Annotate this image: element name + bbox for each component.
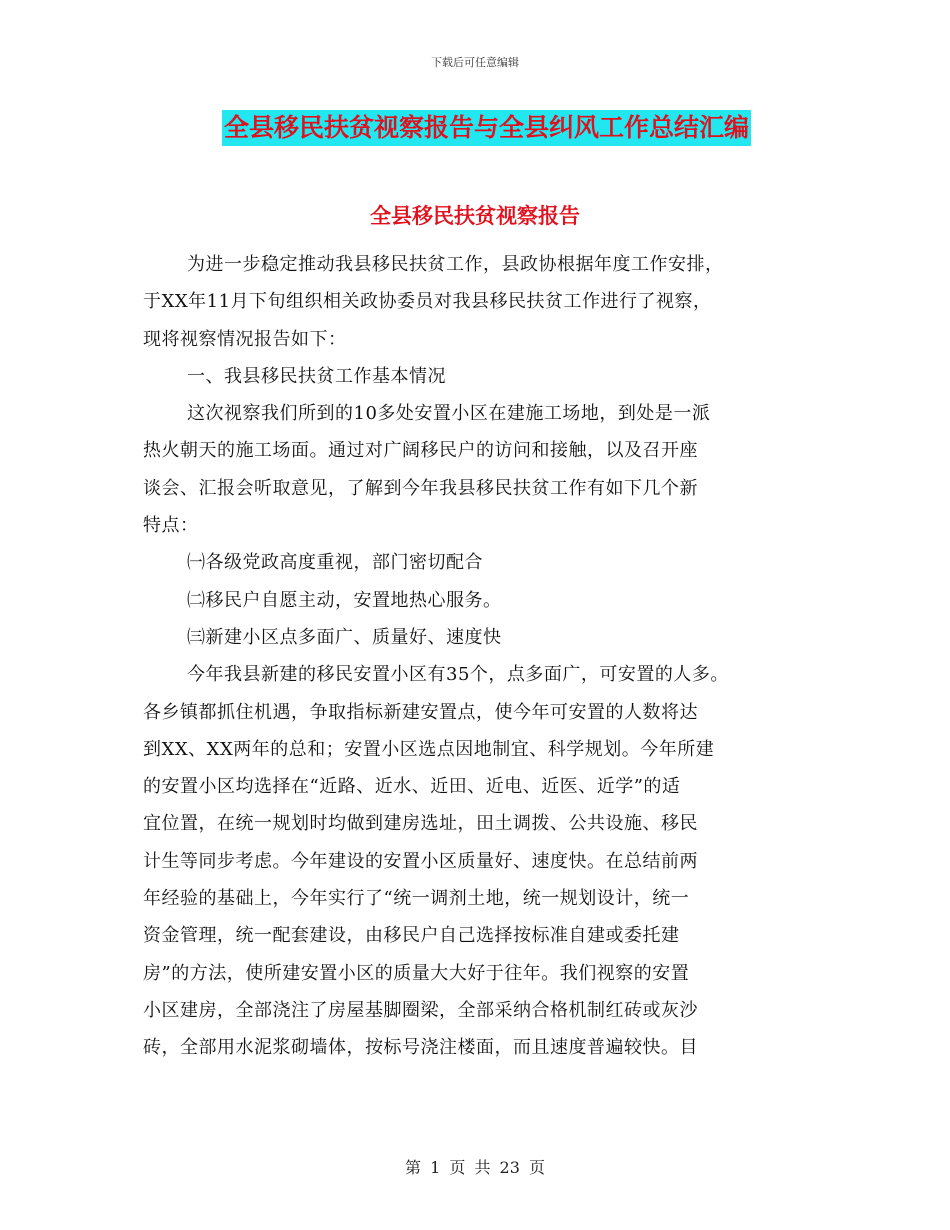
paragraph-line: 现将视察情况报告如下： <box>143 328 347 350</box>
subheading: ㈡移民户自愿主动，安置地热心服务。 <box>187 589 502 611</box>
paragraph-line: 年经验的基础上，今年实行了“统一调剂土地，统一规划设计，统一 <box>143 888 690 910</box>
body-text <box>143 246 828 1067</box>
paragraph-line: 特点： <box>143 515 199 537</box>
paragraph-line: 砖，全部用水泥浆砌墙体，按标号浇注楼面，而且速度普遍较快。目 <box>143 1037 698 1059</box>
paragraph-line: 到XX、XX两年的总和；安置小区选点因地制宜、科学规划。今年所建 <box>143 738 715 760</box>
paragraph-line: 计生等同步考虑。今年建设的安置小区质量好、速度快。在总结前两 <box>143 850 698 872</box>
paragraph-line: 为进一步稳定推动我县移民扶贫工作，县政协根据年度工作安排， <box>187 254 724 275</box>
paragraph-line: 的安置小区均选择在“近路、近水、近田、近电、近医、近学”的适 <box>143 776 681 798</box>
paragraph-line: 于XX年11月下旬组织相关政协委员对我县移民扶贫工作进行了视察， <box>143 291 712 313</box>
subheading: ㈠各级党政高度重视，部门密切配合 <box>187 552 483 574</box>
paragraph-line: 各乡镇都抓住机遇，争取指标新建安置点，使今年可安置的人数将达 <box>143 701 698 723</box>
header-note: 下载后可任意编辑 <box>431 56 519 69</box>
paragraph-line: 房”的方法，使所建安置小区的质量大大好于往年。我们视察的安置 <box>143 962 690 984</box>
page-number: 第 1 页 共 23 页 <box>405 1158 545 1177</box>
paragraph-line: 资金管理，统一配套建设，由移民户自己选择按标准自建或委托建 <box>143 925 680 947</box>
paragraph-line: 今年我县新建的移民安置小区有35个，点多面广，可安置的人多。 <box>187 664 729 686</box>
paragraph-line: 谈会、汇报会听取意见，了解到今年我县移民扶贫工作有如下几个新 <box>143 477 698 499</box>
section-title: 全县移民扶贫视察报告 <box>370 204 580 228</box>
subheading: ㈢新建小区点多面广、质量好、速度快 <box>187 626 502 648</box>
document-title: 全县移民扶贫视察报告与全县纠风工作总结汇编 <box>222 110 751 146</box>
section-heading: 一、我县移民扶贫工作基本情况 <box>187 365 446 387</box>
paragraph-line: 宜位置，在统一规划时均做到建房选址，田土调拨、公共设施、移民 <box>143 813 698 835</box>
paragraph-line: 热火朝天的施工场面。通过对广阔移民户的访问和接触，以及召开座 <box>143 440 698 462</box>
paragraph-line: 这次视察我们所到的10多处安置小区在建施工场地，到处是一派 <box>187 403 711 425</box>
paragraph-line: 小区建房，全部浇注了房屋基脚圈梁，全部采纳合格机制红砖或灰沙 <box>143 999 698 1021</box>
